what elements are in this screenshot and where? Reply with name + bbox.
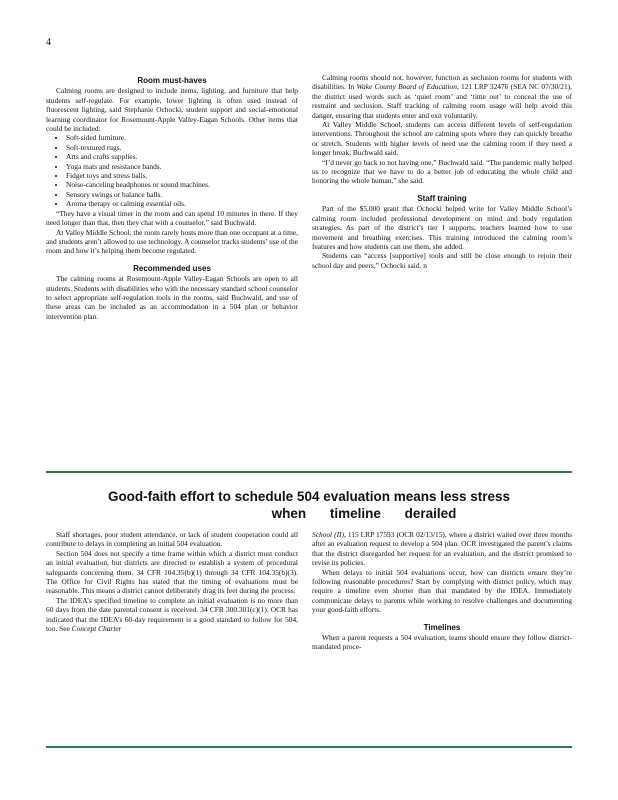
paragraph: At Valley Middle School, students can access different levels of self-regulation interventions. Throughout the school are calming spots where they can quickly breathe or stretch. Students with higher levels of need use the calming room if they need a longer break, Buchwald said. xyxy=(312,120,572,158)
list-item: • Sensory swings or balance balls. xyxy=(66,190,298,199)
paragraph: At Valley Middle School, the room rarely hosts more than one occupant at a time, and students aren’t allowed to use technology. A counselor tracks students’ use of the room and how it’s helping them become regulated. xyxy=(46,227,298,256)
paragraph: “They have a visual timer in the room and can spend 10 minutes in there. If they need longer than that, then they chat with a counselor,” said Buchwald. xyxy=(46,208,298,228)
heading-staff-training: Staff training xyxy=(417,193,467,203)
bottom-left-column xyxy=(46,530,298,633)
paragraph: Staff shortages, poor student attendance, or lack of student cooperation could all contribute to delays in completing an initial 504 evaluation. xyxy=(46,530,298,549)
headline-line-1: Good-faith effort to schedule 504 evaluation means less stress xyxy=(107,489,511,504)
must-haves-list xyxy=(46,133,298,208)
bottom-right-column xyxy=(312,530,572,652)
case-citation: Concept Charter xyxy=(71,624,122,634)
divider-bottom xyxy=(46,746,572,748)
heading-room-must-haves: Room must-haves xyxy=(137,76,207,85)
paragraph: School (II), 115 LRP 17593 (OCR 02/13/15), where a district waited over three months after an evaluation request to develop a 504 plan. OCR investigated the parent’s claims that the district disregarded her request for an evaluation, and the district promised to revise its policies. xyxy=(312,530,573,568)
list-item: • Noise-canceling headphones or sound machines. xyxy=(66,180,298,189)
heading-timelines: Timelines xyxy=(423,622,461,632)
heading-recommended-uses: Recommended uses xyxy=(133,263,211,273)
paragraph: Calming rooms should not, however, function as seclusion rooms for students with disabilities. In Wake County Board of Education, 121 LRP 32476 (SEA NC 07/30/21), the district used words such as ‘quiet room’ and ‘time out’ to conceal the use of restraint and seclusion. Staff tracking of calming room usage will help avoid this danger, ensuring that students enter and exit voluntarily. xyxy=(312,73,572,120)
top-left-column xyxy=(46,73,298,321)
paragraph: Calming rooms are designed to include items, lighting, and furniture that help students self-regulate. For example, lower lighting is often used instead of fluorescent lighting, said Stephanie Ochocki, student support and social-emotional learning coordinator for Rosemount-Apple Valley-Eagan Schools. Other items that could be included: xyxy=(46,86,298,134)
paragraph: When a parent requests a 504 evaluation, teams should ensure they follow district-mandated proce- xyxy=(312,633,572,652)
page-number: 4 xyxy=(46,37,51,48)
paragraph: The calming rooms at Rosemount-Apple Valley-Eagan Schools are open to all students. Students with disabilities who with the necessary standard school counselor to select appropriate self-regulation tools in the rooms, said Buchwald, and use of these areas can be included as an accommodation in a 504 plan or behavior intervention plan. xyxy=(46,274,298,321)
top-right-column xyxy=(312,73,572,270)
list-item: • Arts and crafts supplies. xyxy=(66,152,298,161)
list-item: • Soft-sided furniture. xyxy=(66,133,298,142)
list-item: • Yoga mats and resistance bands. xyxy=(66,162,298,171)
list-item: • Soft-textured rugs. xyxy=(66,143,298,152)
paragraph: Students can “access [supportive] tools and still be close enough to rejoin their school day and peers,” Ochocki said. n xyxy=(312,251,572,270)
article-headline xyxy=(46,488,572,522)
paragraph: When delays to initial 504 evaluations occur, how can districts ensure they’re following reasonable procedures? Start by complying with district policy, which may require a timeline even shorter than that mandated by the IDEA. Immediately communicate delays to parents while working to resolve challenges and documenting your good-faith efforts. xyxy=(312,567,572,615)
list-item: • Aroma therapy or calming essential oils. xyxy=(66,199,298,208)
list-item: • Fidget toys and stress balls. xyxy=(66,171,298,180)
paragraph: “I’d never go back to not having one,” Buchwald said. “The pandemic really helped us to recognize that we have to do a better job of educating the whole child and honoring the whole human,” she said. xyxy=(312,157,572,186)
case-citation: School (II) xyxy=(312,530,344,539)
case-citation: Wake County Board of Education xyxy=(356,82,457,92)
paragraph: Part of the $5,000 grant that Ochocki helped write for Valley Middle School’s calming room included professional development on mind and body regulation strategies. As part of the district’s tier I supports, teachers learned how to use movement and breathing exercises. This training introduced the calming room’s features and how students can use them, she added. xyxy=(312,204,572,251)
paragraph: Section 504 does not specify a time frame within which a district must conduct an initial evaluation, but districts are directed to establish a system of procedural safeguards concerning them. 34 CFR 104.35(b)(1) through 34 CFR 104.35(b)(3). The Office for Civil Rights has stated that the timing of evaluations must be reasonable. This means a district cannot deliberately drag its feet during the process. xyxy=(46,548,298,596)
divider-top xyxy=(46,471,572,473)
paragraph: The IDEA’s specified timeline to complete an initial evaluation is no more than 60 days from the date parental consent is received. 34 CFR 300.301(c)(1). OCR has indicated that the IDEA’s 60-day requirement is a good standard to follow for 504, too. See Concept Charter xyxy=(46,595,298,634)
headline-line-2: when timeline derailed xyxy=(271,506,457,521)
